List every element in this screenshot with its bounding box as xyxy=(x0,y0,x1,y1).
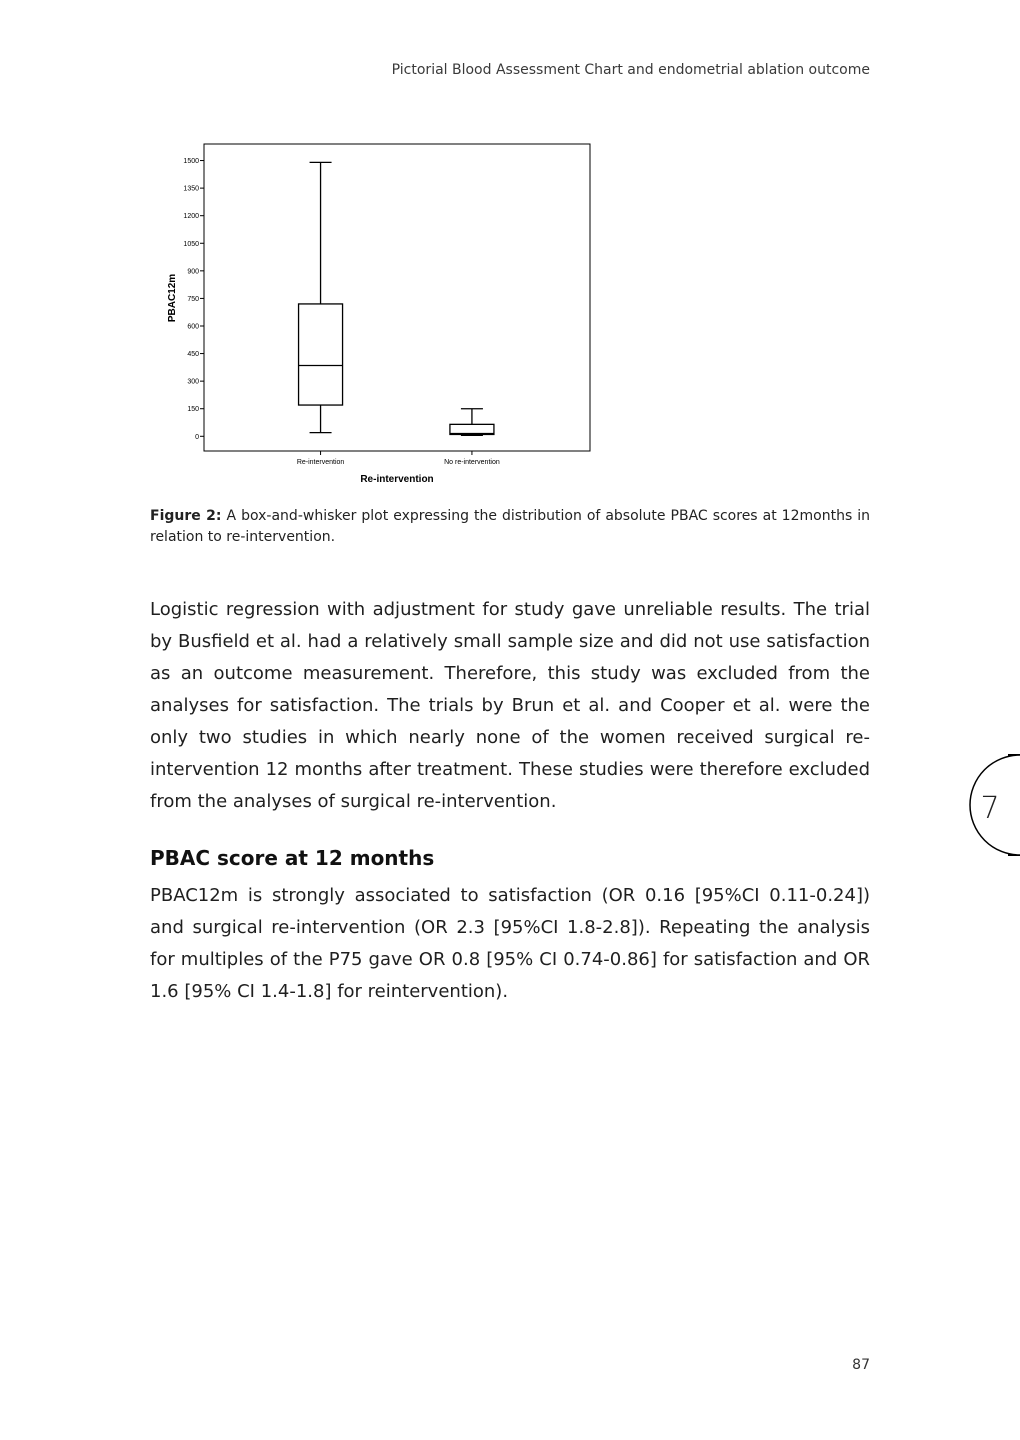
x-axis xyxy=(297,451,500,466)
figure-box-plot xyxy=(160,138,620,490)
x-axis-label: Re-intervention xyxy=(360,474,434,485)
body-paragraph-1: Logistic regression with adjustment for study gave unreliable results. The trial by Busfield et al. had a relatively small sample size and did not use satisfaction as an outcome measurement. Therefore, this study was excluded from the analyses for satisfaction. The trials by Brun et al. and Cooper et al. were the only two studies in which nearly none of the women received surgical re-intervention 12 months after treatment. These studies were therefore excluded from the analyses of surgical re-intervention. xyxy=(150,599,870,812)
plot-frame xyxy=(204,144,590,451)
body-paragraph-2: PBAC12m is strongly associated to satisfaction (OR 0.16 [95%CI 0.11-0.24]) and surgical re-intervention (OR 2.3 [95%CI 1.8-2.8]). Repeating the analysis for multiples of the P75 gave OR 0.8 [95% CI 0.74-0.86] for satisfaction and OR 1.6 [95% CI 1.4-1.8] for reintervention). xyxy=(150,885,870,1002)
chapter-tab-graphic xyxy=(966,754,1020,856)
box-plot-chart xyxy=(160,138,620,490)
y-tick-label: 150 xyxy=(187,406,199,414)
running-head: Pictorial Blood Assessment Chart and endometrial ablation outcome xyxy=(391,62,870,78)
x-tick-label: No re-intervention xyxy=(444,459,500,466)
chapter-tab xyxy=(966,754,1020,856)
box-1 xyxy=(299,162,343,432)
caption-label: Figure 2: xyxy=(150,508,222,524)
y-tick-label: 750 xyxy=(187,295,199,303)
y-tick-label: 300 xyxy=(187,378,199,386)
page-number: 87 xyxy=(852,1357,870,1373)
section-heading: PBAC score at 12 months xyxy=(150,846,435,870)
y-axis xyxy=(183,158,204,441)
x-tick-label: Re-intervention xyxy=(296,459,345,466)
y-axis-label: PBAC12m xyxy=(167,273,178,323)
figure-caption xyxy=(150,506,870,548)
caption-text: A box-and-whisker plot expressing the distribution of absolute PBAC scores at 12months in relation to re-intervention. xyxy=(150,508,871,545)
y-tick-label: 450 xyxy=(187,351,199,359)
box-series xyxy=(299,162,494,435)
y-tick-label: 1200 xyxy=(183,213,199,221)
box-2 xyxy=(450,409,494,436)
y-tick-label: 600 xyxy=(187,323,199,331)
y-tick-label: 900 xyxy=(187,268,199,276)
box-iqr xyxy=(299,304,343,405)
y-tick-label: 0 xyxy=(195,433,199,441)
chapter-number: 7 xyxy=(980,791,1000,826)
y-tick-label: 1050 xyxy=(183,240,199,248)
y-tick-label: 1500 xyxy=(183,158,199,166)
y-tick-label: 1350 xyxy=(183,185,199,193)
